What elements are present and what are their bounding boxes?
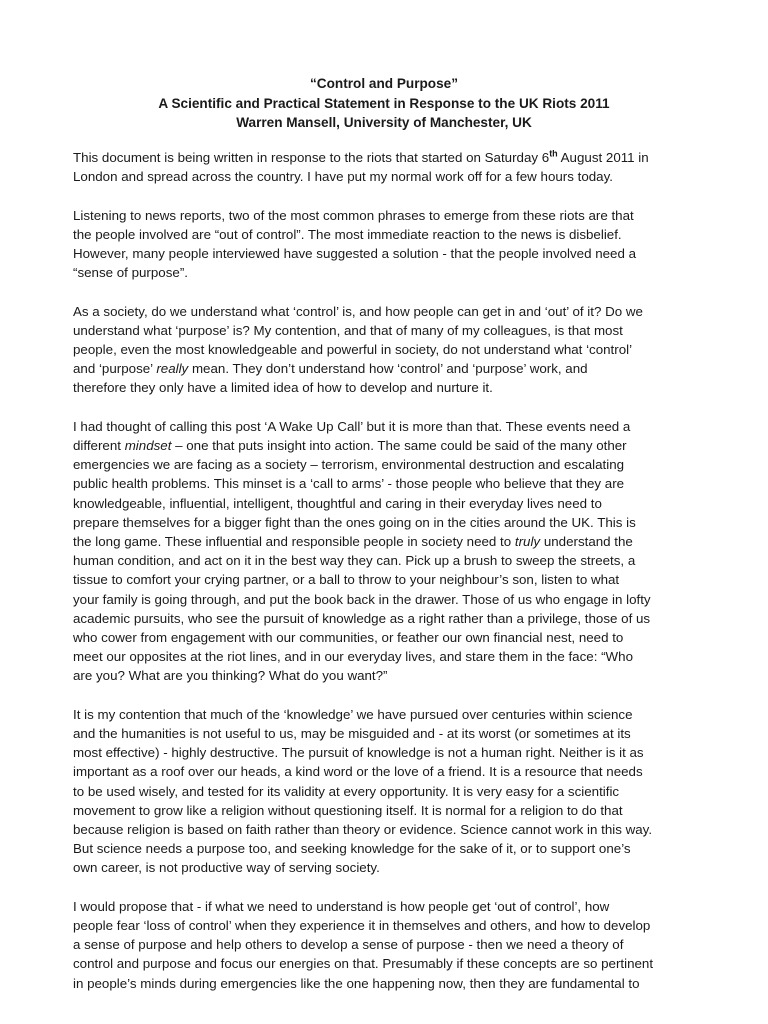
- paragraph-line: own career, is not productive way of serving society.: [73, 860, 380, 876]
- document-subtitle: A Scientific and Practical Statement in Response to the UK Riots 2011: [158, 95, 610, 111]
- paragraph-line: knowledgeable, influential, intelligent, thoughtful and caring in their everyday lives need to: [73, 495, 602, 511]
- paragraph-line: meet our opposites at the riot lines, and in our everyday lives, and stare them in the face: “Who: [73, 649, 633, 665]
- document-header: [60, 74, 708, 133]
- paragraph-line: a sense of purpose and help others to develop a sense of purpose - then we need a theory of: [73, 937, 624, 953]
- paragraph-line: It is my contention that much of the ‘knowledge’ we have pursued over centuries within science: [73, 706, 633, 722]
- paragraph-line: academic pursuits, who see the pursuit of knowledge as a right rather than a privilege, those of us: [73, 610, 651, 626]
- paragraph-line: human condition, and act on it in the best way they can. Pick up a brush to sweep the streets, a: [73, 553, 636, 569]
- paragraph-line: This document is being written in response to the riots that started on Saturday 6th August 2011 in: [73, 148, 649, 165]
- paragraph: [73, 705, 713, 878]
- paragraph-line: public health problems. This minset is a ‘call to arms’ - those people who believe that they are: [73, 476, 625, 492]
- paragraph-line: and the humanities is not useful to us, may be misguided and - at its worst (or sometimes at its: [73, 726, 631, 742]
- paragraph-line: because religion is based on faith rather than theory or evidence. Science cannot work in this way.: [73, 822, 653, 838]
- paragraph-line: most effective) - highly destructive. The pursuit of knowledge is not a human right. Neither is it as: [73, 745, 644, 761]
- paragraph-line: As a society, do we understand what ‘control’ is, and how people can get in and ‘out’ of it? Do we: [73, 303, 643, 319]
- paragraph-line: your family is going through, and put the book back in the drawer. Those of us who engage in lofty: [73, 591, 651, 607]
- paragraph: [73, 148, 713, 186]
- paragraph: [73, 206, 713, 283]
- paragraph-line: to be used wisely, and tested for its validity at every opportunity. It is very easy for a scientific: [73, 783, 620, 799]
- paragraph-line: control and purpose and focus our energies on that. Presumably if these concepts are so pertinent: [73, 956, 654, 972]
- emphasis: mindset: [124, 438, 172, 453]
- paragraph-line: Listening to news reports, two of the most common phrases to emerge from these riots are that: [73, 207, 634, 223]
- paragraph-line: people fear ‘loss of control’ when they experience it in themselves and others, and how to develop: [73, 918, 651, 934]
- emphasis: really: [156, 361, 189, 377]
- paragraph-line: therefore they only have a limited idea of how to develop and nurture it.: [73, 380, 493, 396]
- document-title: “Control and Purpose”: [309, 76, 459, 91]
- paragraph-line: in people’s minds during emergencies like the one happening now, then they are fundamental to: [73, 975, 640, 991]
- paragraph: [73, 897, 713, 993]
- paragraph: [73, 302, 713, 398]
- paragraph-line: who cower from engagement with our communities, or feather our own financial nest, need to: [73, 630, 624, 646]
- paragraph-line: the people involved are “out of control”. The most immediate reaction to the news is disbelief.: [73, 226, 622, 242]
- paragraph-line: “sense of purpose”.: [73, 265, 188, 281]
- paragraph-line: But science needs a purpose too, and seeking knowledge for the sake of it, or to support one’s: [73, 841, 631, 857]
- ordinal-superscript: th: [549, 148, 558, 159]
- paragraph-line: I would propose that - if what we need to understand is how people get ‘out of control’, how: [73, 898, 610, 914]
- paragraph: [73, 417, 713, 686]
- paragraph-line: tissue to comfort your crying partner, or a ball to throw to your neighbour’s son, listen to what: [73, 572, 620, 588]
- paragraph-line: different mindset – one that puts insight into action. The same could be said of the many other: [73, 438, 627, 453]
- paragraph-line: understand what ‘purpose’ is? My contention, and that of many of my colleagues, is that most: [73, 322, 623, 338]
- paragraph-line: movement to grow like a religion without questioning itself. It is normal for a religion to do that: [73, 802, 623, 818]
- paragraph-line: London and spread across the country. I have put my normal work off for a few hours today.: [73, 169, 613, 185]
- paragraph-line: prepare themselves for a bigger fight than the ones going on in the cities around the UK. This is: [73, 514, 636, 530]
- paragraph-line: people, even the most knowledgeable and powerful in society, do not understand what ‘control’: [73, 342, 633, 357]
- paragraph-line: emergencies we are facing as a society – terrorism, environmental destruction and escalating: [73, 457, 625, 473]
- paragraph-line: I had thought of calling this post ‘A Wake Up Call’ but it is more than that. These events need a: [73, 418, 631, 434]
- document-author: Warren Mansell, University of Manchester, UK: [236, 115, 532, 130]
- paragraph-line: and ‘purpose’ really mean. They don’t understand how ‘control’ and ‘purpose’ work, and: [73, 361, 588, 377]
- paragraph-line: However, many people interviewed have suggested a solution - that the people involved need a: [73, 246, 637, 261]
- emphasis: truly: [514, 534, 541, 550]
- paragraph-line: the long game. These influential and responsible people in society need to truly understand the: [73, 534, 633, 550]
- document-body: [73, 148, 713, 1012]
- paragraph-line: important as a roof over our heads, a kind word or the love of a friend. It is a resource that needs: [73, 764, 643, 780]
- paragraph-line: are you? What are you thinking? What do you want?”: [73, 668, 388, 684]
